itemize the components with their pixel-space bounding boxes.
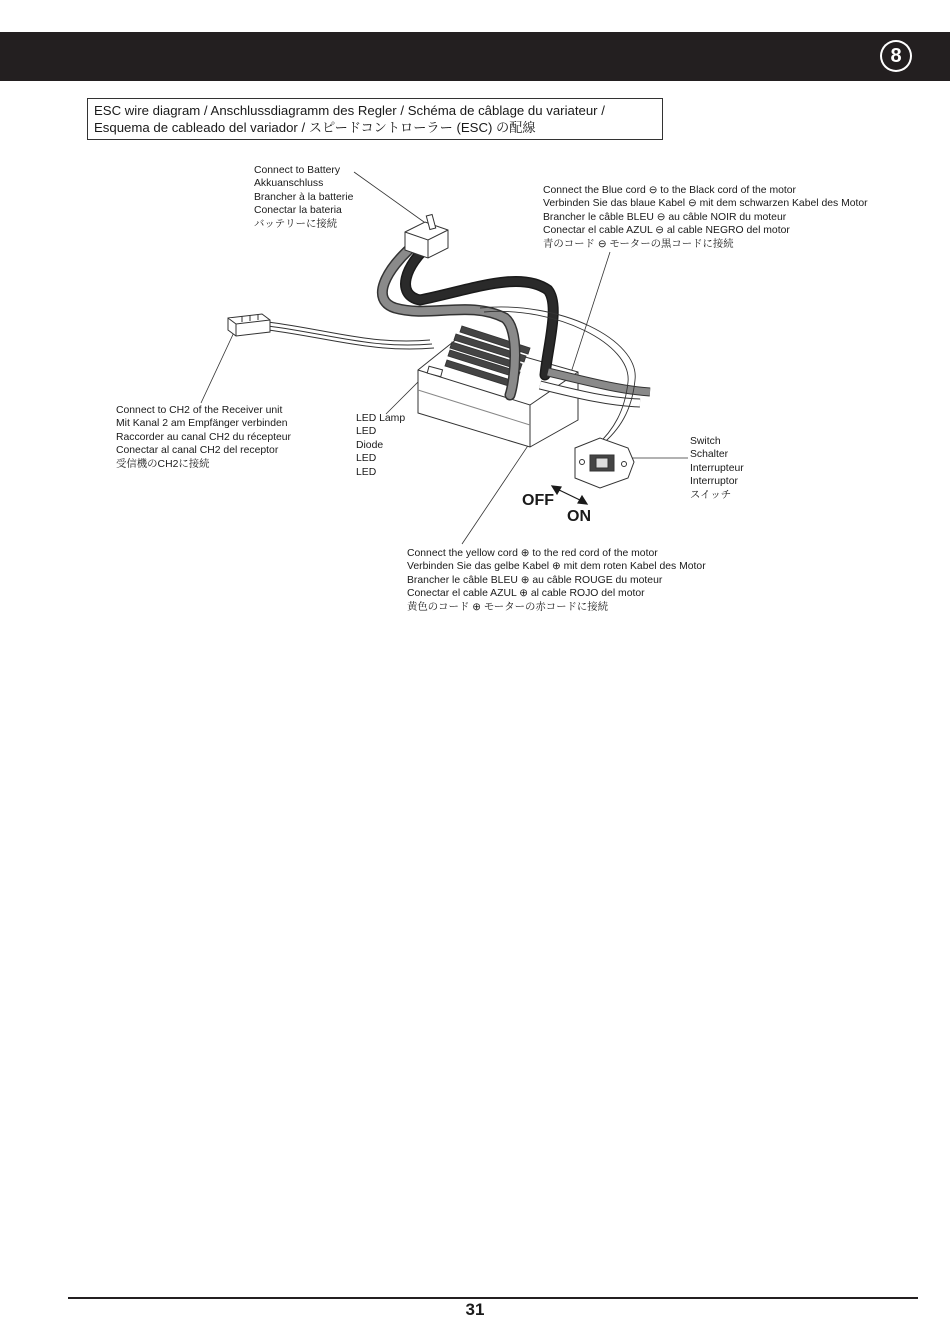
- receiver-label-es: Conectar al canal CH2 del receptor: [116, 445, 279, 457]
- yellow-cord-label-en: Connect the yellow cord ⊕ to the red cord of the motor: [407, 548, 658, 559]
- blue-cord-label-en: Connect the Blue cord ⊖ to the Black cord of the motor: [543, 185, 797, 196]
- esc-wiring-diagram: [0, 0, 950, 640]
- battery-label-en: Connect to Battery: [254, 165, 341, 176]
- led-label-de: LED: [356, 426, 377, 438]
- footer-rule: [68, 1297, 918, 1299]
- yellow-cord-label-es: Conectar el cable AZUL ⊕ al cable ROJO del motor: [407, 588, 645, 600]
- led-label: [356, 412, 405, 479]
- receiver-label-de: Mit Kanal 2 am Empfänger verbinden: [116, 418, 288, 430]
- switch-label-es: Interruptor: [690, 476, 738, 488]
- yellow-cord-label-de: Verbinden Sie das gelbe Kabel ⊕ mit dem roten Kabel des Motor: [407, 561, 706, 573]
- receiver-label-fr: Raccorder au canal CH2 du récepteur: [116, 431, 292, 443]
- battery-leader-line: [354, 172, 424, 222]
- receiver-label: [116, 404, 291, 471]
- title-line-2: Esquema de cableado del variador / スピードコントローラー (ESC) の配線: [94, 120, 536, 135]
- battery-label-ja: バッテリーに接続: [254, 218, 338, 230]
- yellow-cord-label-fr: Brancher le câble BLEU ⊕ au câble ROUGE du moteur: [407, 574, 663, 586]
- switch-label-fr: Interrupteur: [690, 462, 744, 474]
- led-label-es: LED: [356, 453, 377, 465]
- switch-label: [690, 435, 744, 502]
- switch-label-de: Schalter: [690, 449, 729, 461]
- title-line-1: ESC wire diagram / Anschlussdiagramm des Regler / Schéma de câblage du variateur /: [94, 103, 605, 118]
- receiver-leader-line: [201, 328, 236, 403]
- blue-cord-label-ja: 青のコード ⊖ モーターの黒コードに接続: [543, 238, 734, 250]
- battery-label: [254, 164, 353, 231]
- receiver-plug: [228, 314, 270, 336]
- battery-label-de: Akkuanschluss: [254, 178, 324, 190]
- receiver-label-en: Connect to CH2 of the Receiver unit: [116, 405, 283, 416]
- battery-connector: [405, 214, 448, 258]
- battery-label-fr: Brancher à la batterie: [254, 191, 354, 203]
- switch-unit: [575, 438, 634, 488]
- led-label-en: LED Lamp: [356, 413, 406, 424]
- switch-label-en: Switch: [690, 436, 721, 447]
- yellow-cord-label: [407, 547, 706, 614]
- led-label-ja: LED: [356, 466, 377, 478]
- blue-cord-label-fr: Brancher le câble BLEU ⊖ au câble NOIR du moteur: [543, 211, 787, 223]
- blue-cord-leader-line: [567, 252, 610, 385]
- switch-label-ja: スイッチ: [690, 489, 732, 501]
- battery-label-es: Conectar la bateria: [254, 205, 342, 217]
- switch-on-label: ON: [567, 508, 591, 525]
- page-number: 31: [465, 1300, 485, 1319]
- blue-cord-label-de: Verbinden Sie das blaue Kabel ⊖ mit dem schwarzen Kabel des Motor: [543, 198, 868, 210]
- switch-direction-arrow: [552, 486, 587, 504]
- switch-off-label: OFF: [522, 492, 554, 509]
- step-number: 8: [882, 42, 910, 70]
- blue-cord-label-es: Conectar el cable AZUL ⊖ al cable NEGRO del motor: [543, 225, 790, 237]
- yellow-cord-label-ja: 黄色のコード ⊕ モーターの赤コードに接続: [407, 601, 609, 613]
- receiver-wires: [268, 322, 434, 349]
- receiver-label-ja: 受信機のCH2に接続: [116, 458, 210, 470]
- blue-cord-label: [543, 184, 868, 251]
- led-label-fr: Diode: [356, 439, 384, 451]
